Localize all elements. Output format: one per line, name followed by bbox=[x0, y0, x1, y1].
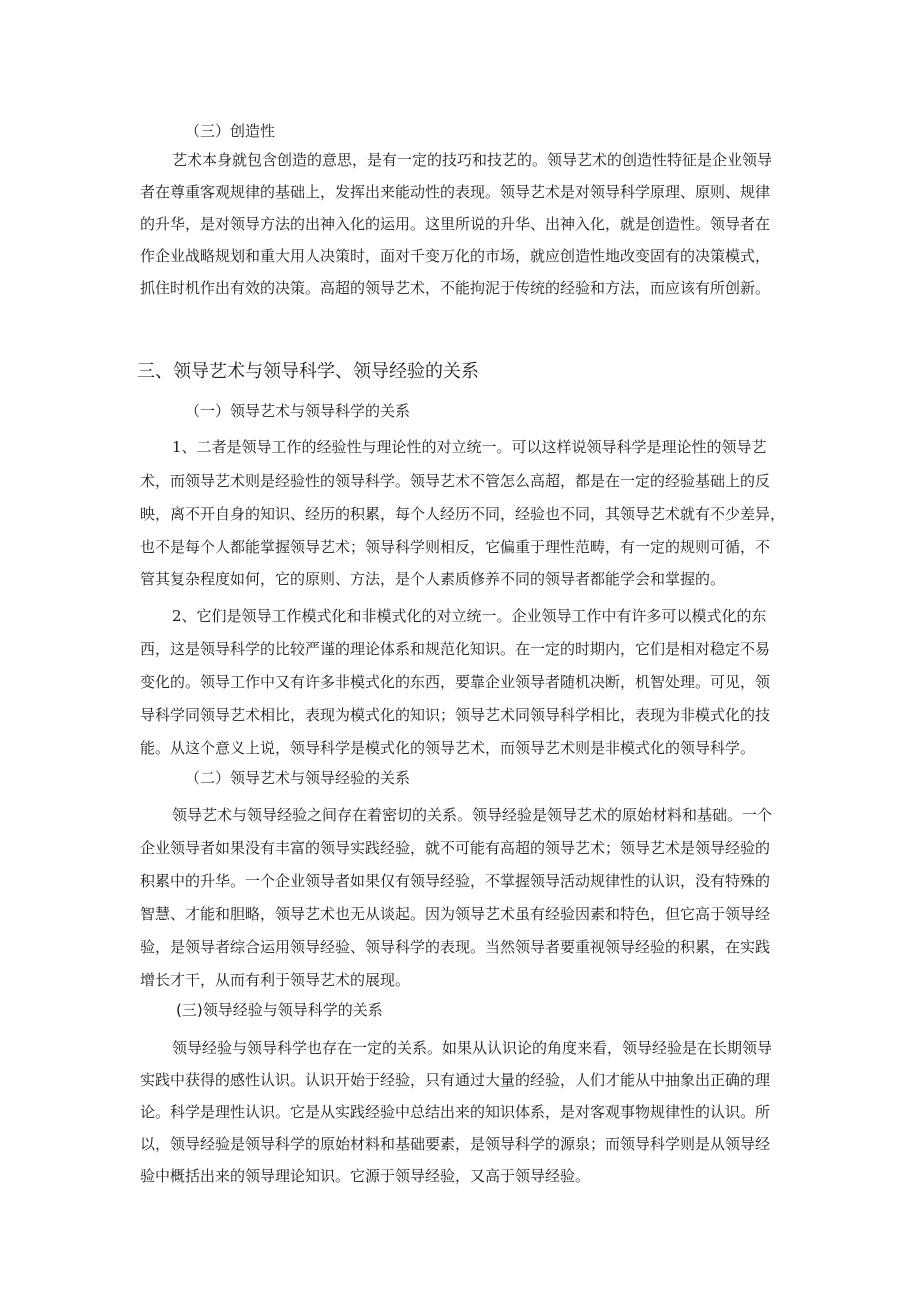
paragraph-line: 也不是每个人都能掌握领导艺术；领导科学则相反，它偏重于理性范畴，有一定的规则可循，不 bbox=[140, 538, 771, 556]
section-heading-relations: 三、领导艺术与领导科学、领导经验的关系 bbox=[137, 361, 479, 382]
paragraph-line: 实践中获得的感性认识。认识开始于经验，只有通过大量的经验，人们才能从中抽象出正确的理 bbox=[140, 1071, 771, 1089]
subsection-heading-experience-science: (三)领导经验与领导科学的关系 bbox=[176, 1001, 383, 1019]
paragraph-line: 以，领导经验是领导科学的原始材料和基础要素，是领导科学的源泉；而领导科学则是从领导经 bbox=[140, 1135, 771, 1153]
paragraph-line: 者在尊重客观规律的基础上，发挥出来能动性的表现。领导艺术是对领导科学原理、原则、规律 bbox=[140, 183, 771, 201]
paragraph-line: 论。科学是理性认识。它是从实践经验中总结出来的知识体系，是对客观事物规律性的认识。所 bbox=[140, 1103, 771, 1121]
paragraph-line: 能。从这个意义上说，领导科学是模式化的领导艺术，而领导艺术则是非模式化的领导科学。 bbox=[140, 739, 756, 757]
subsection-heading-creativity: （三）创造性 bbox=[185, 122, 276, 140]
paragraph-line: 管其复杂程度如何，它的原则、方法，是个人素质修养不同的领导者都能学会和掌握的。 bbox=[140, 570, 726, 588]
paragraph-line: 智慧、才能和胆略，领导艺术也无从谈起。因为领导艺术虽有经验因素和特色，但它高于领导经 bbox=[140, 905, 771, 923]
paragraph-line: 1、二者是领导工作的经验性与理论性的对立统一。可以这样说领导科学是理论性的领导艺 bbox=[172, 438, 767, 456]
paragraph-line: 变化的。领导工作中又有许多非模式化的东西，要靠企业领导者随机决断，机智处理。可见，领 bbox=[140, 673, 771, 691]
paragraph-line: 西，这是领导科学的比较严谨的理论体系和规范化知识。在一定的时期内，它们是相对稳定不易 bbox=[140, 640, 771, 658]
paragraph-line: 艺术本身就包含创造的意思，是有一定的技巧和技艺的。领导艺术的创造性特征是企业领导 bbox=[172, 151, 773, 169]
subsection-heading-art-experience: （二）领导艺术与领导经验的关系 bbox=[185, 769, 411, 787]
paragraph-line: 作企业战略规划和重大用人决策时，面对千变万化的市场，就应创造性地改变固有的决策模式， bbox=[140, 247, 771, 265]
paragraph-line: 领导经验与领导科学也存在一定的关系。如果从认识论的角度来看，领导经验是在长期领导 bbox=[172, 1039, 773, 1057]
paragraph-line: 验中概括出来的领导理论知识。它源于领导经验，又高于领导经验。 bbox=[140, 1167, 591, 1185]
subsection-heading-art-science: （一）领导艺术与领导科学的关系 bbox=[185, 402, 411, 420]
paragraph-line: 验，是领导者综合运用领导经验、领导科学的表现。当然领导者要重视领导经验的积累，在实践 bbox=[140, 938, 771, 956]
paragraph-line: 企业领导者如果没有丰富的领导实践经验，就不可能有高超的领导艺术；领导艺术是领导经验的 bbox=[140, 839, 771, 857]
paragraph-line: 的升华，是对领导方法的出神入化的运用。这里所说的升华、出神入化，就是创造性。领导者在 bbox=[140, 215, 771, 233]
paragraph-line: 抓住时机作出有效的决策。高超的领导艺术，不能拘泥于传统的经验和方法，而应该有所创新。 bbox=[140, 279, 771, 297]
paragraph-line: 增长才干，从而有利于领导艺术的展现。 bbox=[140, 971, 411, 989]
paragraph-line: 导科学同领导艺术相比，表现为模式化的知识；领导艺术同领导科学相比，表现为非模式化的技 bbox=[140, 706, 771, 724]
paragraph-line: 映，离不开自身的知识、经历的积累，每个人经历不同，经验也不同，其领导艺术就有不少差异， bbox=[140, 505, 786, 523]
paragraph-line: 积累中的升华。一个企业领导者如果仅有领导经验，不掌握领导活动规律性的认识，没有特殊的 bbox=[140, 872, 771, 890]
paragraph-line: 领导艺术与领导经验之间存在着密切的关系。领导经验是领导艺术的原始材料和基础。一个 bbox=[172, 806, 773, 824]
paragraph-line: 2、它们是领导工作模式化和非模式化的对立统一。企业领导工作中有许多可以模式化的东 bbox=[172, 607, 767, 625]
paragraph-line: 术，而领导艺术则是经验性的领导科学。领导艺术不管怎么高超，都是在一定的经验基础上的反 bbox=[140, 472, 771, 490]
